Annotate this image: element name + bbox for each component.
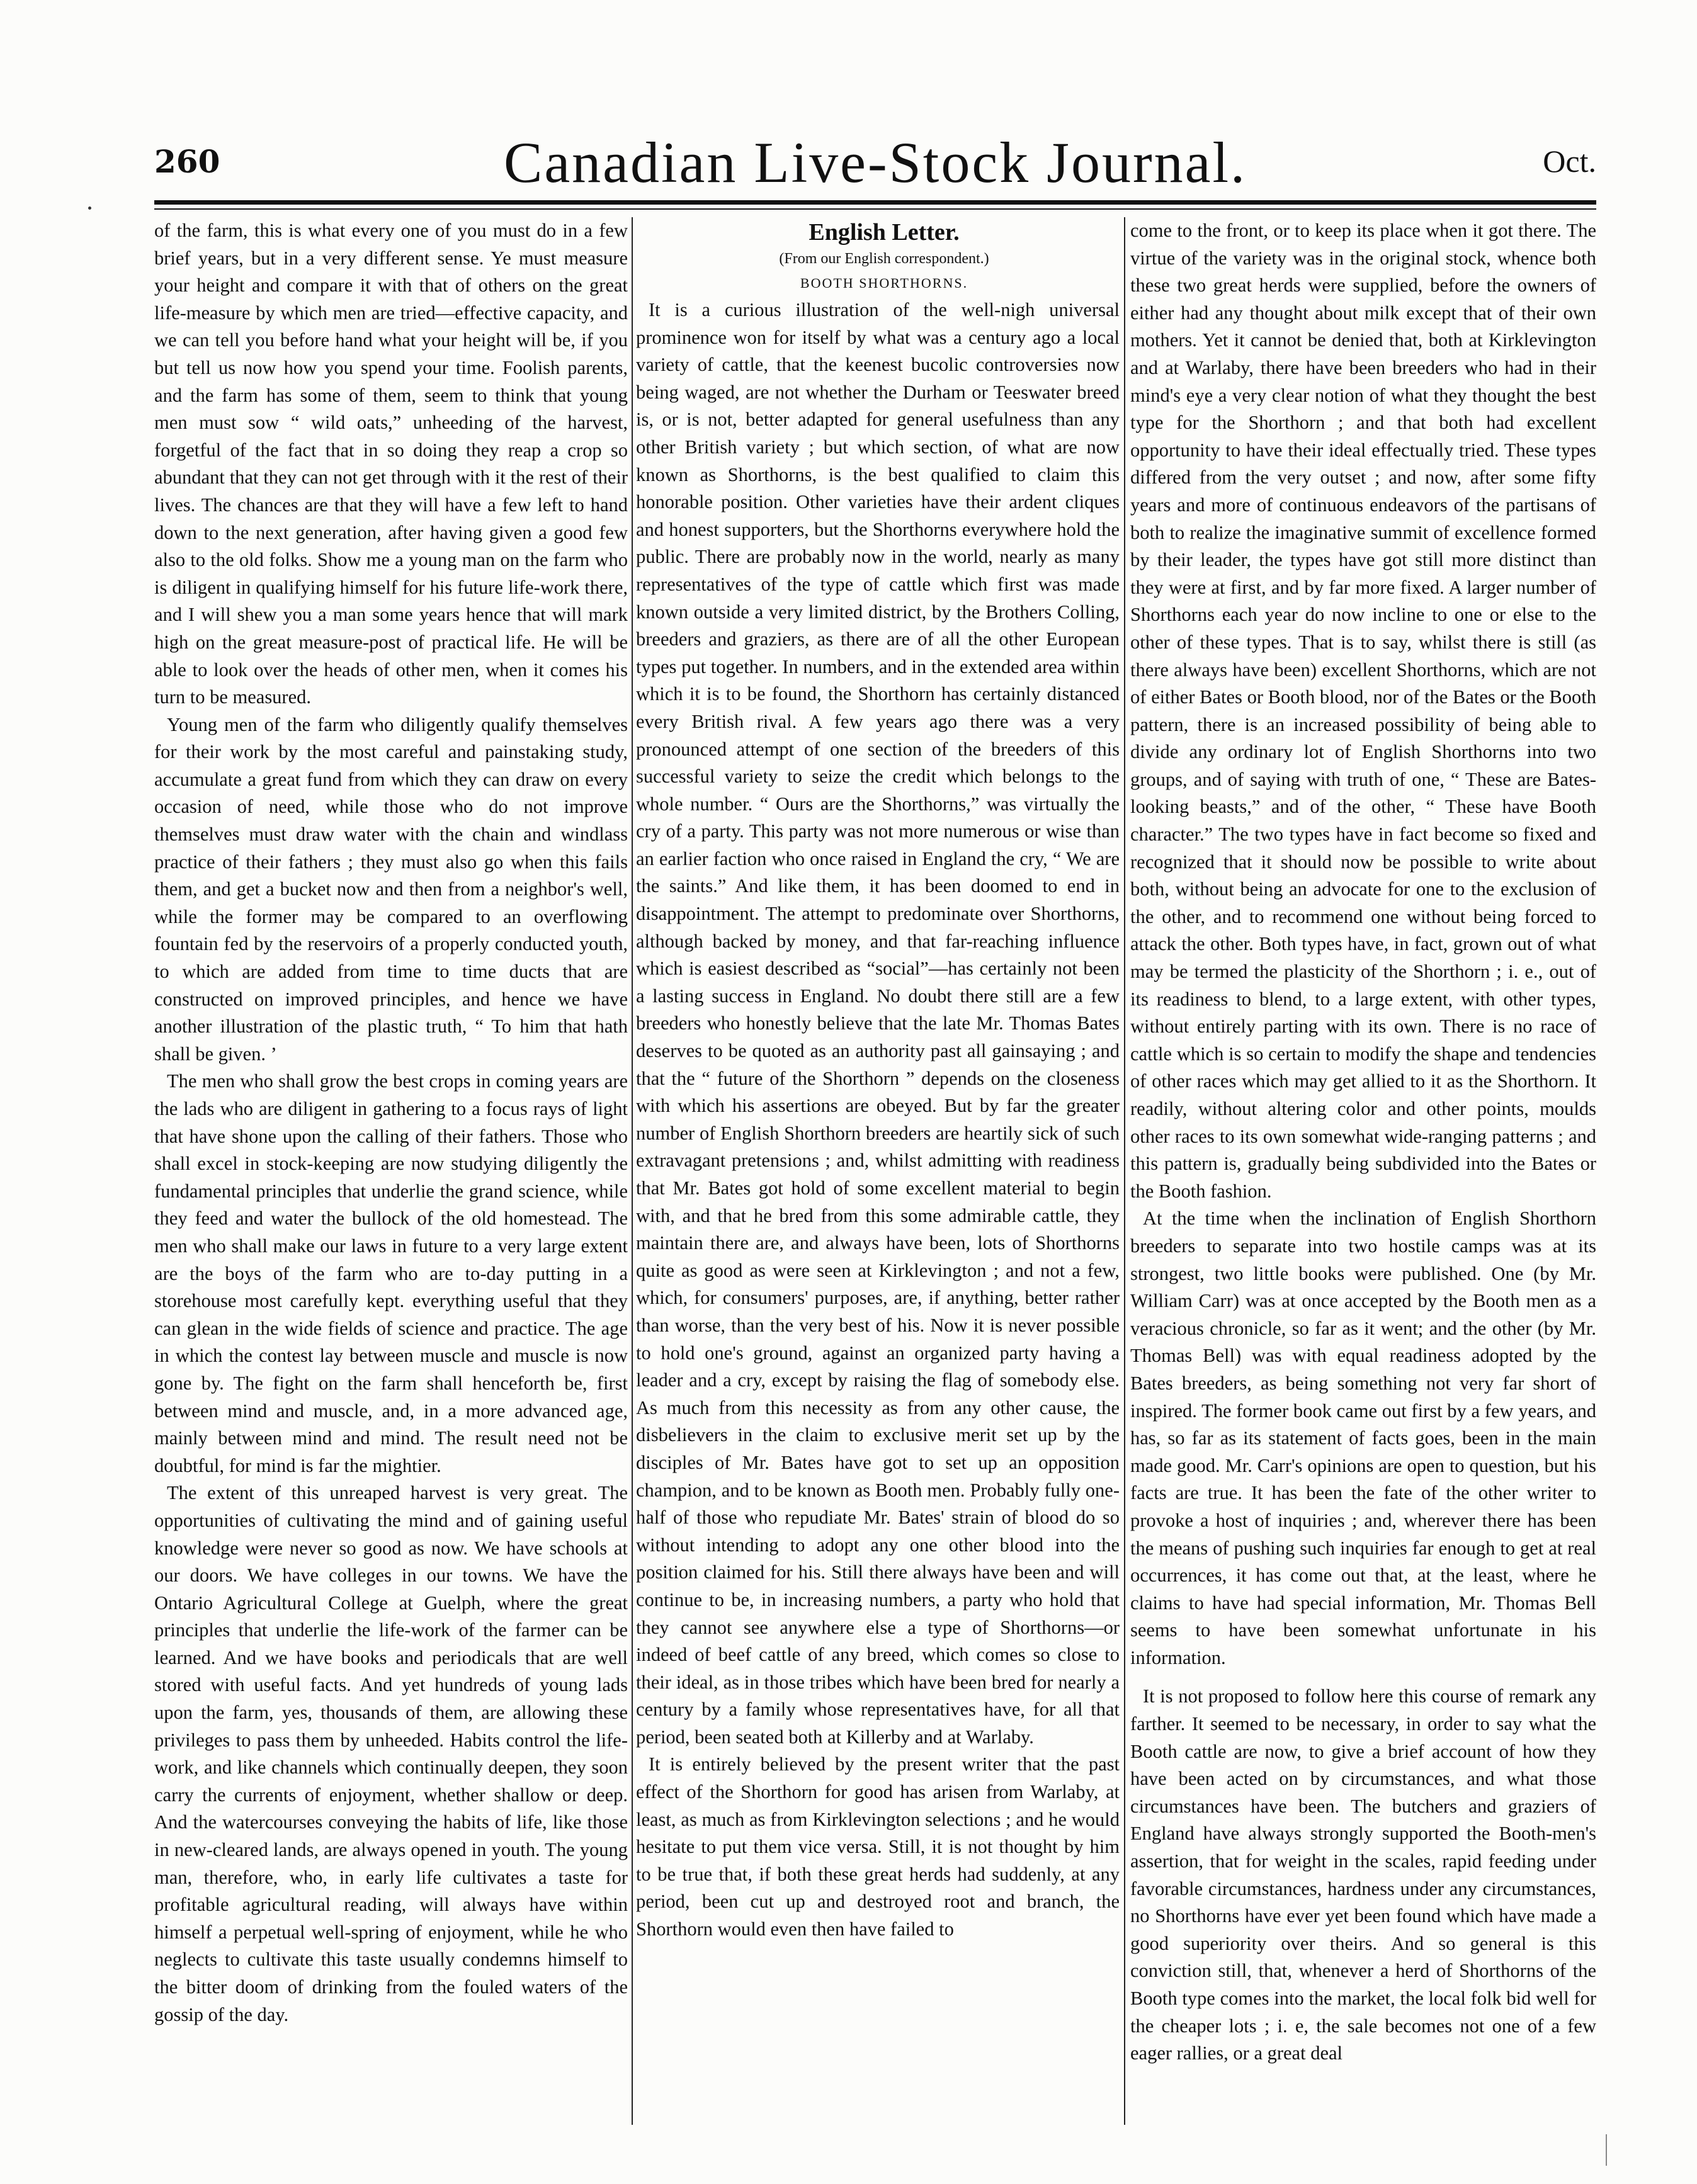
column-2 [636, 217, 1120, 2125]
column-3 [1130, 217, 1596, 2125]
article-title: English Letter. [809, 219, 960, 246]
article-byline: (From our English correspondent.) [779, 251, 989, 267]
column-divider [1124, 217, 1125, 2125]
margin-mark [88, 207, 91, 210]
column-2-paragraph: It is entirely believed by the present writer that the past effect of the Shorthorn for good has arisen from Warlaby, at least, as much as from Kirklevington selections ; and he would hesitate to put them vice versa. Still, it is not thought by him to be true that, if both these great herds had suddenly, at any period, been cut up and destroyed root and branch, the Shorthorn would even then have failed to [636, 1753, 1120, 1940]
journal-title: Canadian Live-Stock Journal. [503, 130, 1247, 195]
article-topic: BOOTH SHORTHORNS. [800, 275, 968, 291]
column-3-paragraph: At the time when the inclination of English Shorthorn breeders to separate into two hostile camps was at its strongest, two little books were published. One (by Mr. William Carr) was at once accepted by the Booth men as a veracious chronicle, so far as it went; and the other (by Mr. Thomas Bell) was with equal readiness adopted by the Bates breeders, as being something not very far short of inspired. The former book came out first by a few years, and has, so far as its statement of facts goes, been in the main made good. Mr. Carr's opinions are open to question, but his facts are true. It has been the fate of the other writer to provoke a host of inquiries ; and, wherever there has been the means of pushing such inquiries far enough to get at real occurrences, it has come out that, at the least, where he claims to have had special information, Mr. Thomas Bell seems to have been somewhat unfortunate in his information. [1130, 1208, 1596, 1668]
header-rule [154, 200, 1596, 205]
column-1-paragraph: of the farm, this is what every one of you must do in a few brief years, but in a very different sense. Ye must measure your height and compare it with that of others on the great life-measure by which men are tried—effective capacity, and we can tell you before hand what your height will be, if you but tell us now how you spend your time. Foolish parents, and the farm has some of them, seem to think that young men must sow “ wild oats,” unheeding of the harvest, forgetful of the fact that in so doing they reap a crop so abundant that they can not get through with it the rest of their lives. The chances are that they will have a few left to hand down to the next generation, after having given a good few also to the old folks. Show me a young man on the farm who is diligent in qualifying himself for his future life-work there, and I will shew you a man some years hence that will mark high on the great measure-post of practical life. He will be able to look over the heads of other men, when it comes his turn to be measured. [154, 220, 628, 708]
page-number: 260 [154, 143, 220, 180]
column-divider [632, 217, 633, 2125]
column-3-paragraph: It is not proposed to follow here this course of remark any farther. It seemed to be necessary, in order to say what the Booth cattle are now, to give a brief account of how they have been acted on by circumstances, and what those circumstances have been. The butchers and graziers of England have always strongly supported the Booth-men's assertion, that for weight in the scales, rapid feeding under favorable circumstances, hardness under any circumstances, no Shorthorns have ever yet been found which have made a good superiority over theirs. And so general is this conviction still, that, whenever a herd of Shorthorns of the Booth type comes into the market, the local folk bid well for the cheaper lots ; i. e, the sale becomes not one of a few eager rallies, or a great deal [1130, 1685, 1596, 2064]
column-1-paragraph: The extent of this unreaped harvest is very great. The opportunities of cultivating the mind and of gaining useful knowledge were never so good as now. We have schools at our doors. We have colleges in our towns. We have the Ontario Agricultural College at Guelph, where the great principles that underlie the life-work of the farmer can be learned. And we have books and periodicals that are well stored with useful facts. And yet hundreds of young lads upon the farm, yes, thousands of them, are allowing these privileges to pass them by unheeded. Habits control the life-work, and like channels which continually deepen, they soon carry the currents of enjoyment, whether shallow or deep. And the watercourses conveying the habits of life, like those in new-cleared lands, are always opened in youth. The young man, therefore, who, in early life cultivates a taste for profitable agricultural reading, will always have within himself a perpetual well-spring of enjoyment, while he who neglects to cultivate this taste usually condemns himself to the bitter doom of drinking from the fouled waters of the gossip of the day. [154, 1482, 628, 2025]
margin-mark [1606, 2134, 1607, 2166]
column-1-paragraph: Young men of the farm who diligently qualify themselves for their work by the most careful and painstaking study, accumulate a great fund from which they can draw on every occasion of need, while those who do not improve themselves must draw water with the chain and windlass practice of their fathers ; they must also go when this fails them, and get a bucket now and then from a neighbor's well, while the former may be compared to an overflowing fountain fed by the reservoirs of a properly conducted youth, to which are added from time to time ducts that are constructed on improved principles, and hence we have another illustration of the plastic truth, “ To him that hath shall be given. ’ [154, 713, 628, 1065]
header-rule-thin [154, 208, 1596, 210]
issue-month: Oct. [1543, 144, 1596, 179]
column-1-paragraph: The men who shall grow the best crops in coming years are the lads who are diligent in gathering to a focus rays of light that have shone upon the calling of their fathers. Those who shall excel in stock-keeping are now studying diligently the fundamental principles that underlie the grand science, while they feed and water the bullock of the old homestead. The men who shall make our laws in future to a very large extent are the boys of the farm who are to-day putting in a storehouse most carefully kept. everything useful that they can glean in the wide fields of science and practice. The age in which the contest lay between muscle and muscle is now gone by. The fight on the farm shall henceforth be, first between mind and muscle, and, in a more advanced age, mainly between mind and mind. The result need not be doubtful, for mind is far the mightier. [154, 1070, 628, 1476]
page-header [154, 129, 1596, 198]
column-1 [154, 217, 628, 2125]
column-3-paragraph: come to the front, or to keep its place when it got there. The virtue of the variety was in the original stock, whence both these two great herds were supplied, before the owners of either had any thought about milk except that of their own mothers. Yet it cannot be denied that, both at Kirklevington and at Warlaby, there have been breeders who had in their mind's eye a very clear notion of what they thought the best type for the Shorthorn ; and that both had excellent opportunity to have their ideal effectually tried. These types differed from the very outset ; and now, after some fifty years and more of continuous endeavors of the partisans of both to realize the imaginative summit of excellence formed by their leader, the types have got still more distinct than they were at first, and by far more fixed. A larger number of Shorthorns each year do now incline to one or else to the other of these types. That is to say, whilst there is still (as there always have been) excellent Shorthorns, which are not of either Bates or Booth blood, nor of the Bates or the Booth pattern, there is an increased possibility of being able to divide any ordinary lot of English Shorthorns into two groups, and of saying with truth of one, “ These are Bates-looking beasts,” and of the other, “ These have Booth character.” The two types have in fact become so fixed and recognized that it should now be possible to write about both, without being an advocate for one to the exclusion of the other, and to recommend one without being forced to attack the other. Both types have, in fact, grown out of what may be termed the plasticity of the Shorthorn ; i. e., out of its readiness to blend, to a large extent, with other types, without entirely parting with its own. There is no race of cattle which is so certain to modify the shape and tendencies of other races which may get allied to it as the Shorthorn. It readily, without altering color and other points, moulds other races to its own somewhat wide-ranging patterns ; and this pattern is, gradually being subdivided into the Bates or the Booth fashion. [1130, 220, 1596, 1202]
column-2-paragraph: It is a curious illustration of the well-nigh universal prominence won for itself by what was a century ago a local variety of cattle, that the keenest bucolic controversies now being waged, are not whether the Durham or Teeswater breed is, or is not, better adapted for general usefulness than any other British variety ; but which section, of what are now known as Shorthorns, is the best qualified to claim this honorable position. Other varieties have their ardent cliques and honest supporters, but the Shorthorns everywhere hold the public. There are probably now in the world, nearly as many representatives of the type of cattle which first was made known outside a very limited district, by the Brothers Colling, breeders and graziers, as there are of all the other European types put together. In numbers, and in the extended area within which it is to be found, the Shorthorn has certainly distanced every British rival. A few years ago there was a very pronounced attempt of one section of the breeders of this successful variety to seize the credit which belongs to the whole number. “ Ours are the Shorthorns,” was virtually the cry of a party. This party was not more numerous or wise than an earlier faction who once raised in England the cry, “ We are the saints.” And like them, it has been doomed to end in disappointment. The attempt to predominate over Shorthorns, although backed by money, and that far-reaching influence which is easiest described as “social”—has certainly not been a lasting success in England. No doubt there still are a few breeders who honestly believe that the late Mr. Thomas Bates deserves to be quoted as an authority past all gainsaying ; and that the “ future of the Shorthorn ” depends on the closeness with which his assertions are obeyed. But by far the greater number of English Shorthorn breeders are heartily sick of such extravagant pretensions ; and, whilst admitting with readiness that Mr. Bates got hold of some excellent material to begin with, and that he bred from this some admirable cattle, they maintain there are, and always have been, lots of Shorthorns quite as good as were seen at Kirklevington ; and not a few, which, for consumers' purposes, are, if anything, better rather than worse, than the very best of his. Now it is never possible to hold one's ground, against an organized party having a leader and a cry, except by raising the flag of somebody else. As much from this necessity as from any other cause, the disbelievers in the claim to exclusive merit set up by the disciples of Mr. Bates have got to set up an opposition champion, and to be known as Booth men. Probably fully one-half of those who repudiate Mr. Bates' strain of blood do so without intending to adopt any one other blood into the position claimed for his. Still there always have been and will continue to be, in increasing numbers, a party who hold that they cannot see anywhere else a type of Shorthorns—or indeed of beef cattle of any breed, which comes so close to their ideal, as in those tribes which have been bred for nearly a century by a family whose representatives have, for all that period, been seated both at Killerby and at Warlaby. [636, 299, 1120, 1748]
